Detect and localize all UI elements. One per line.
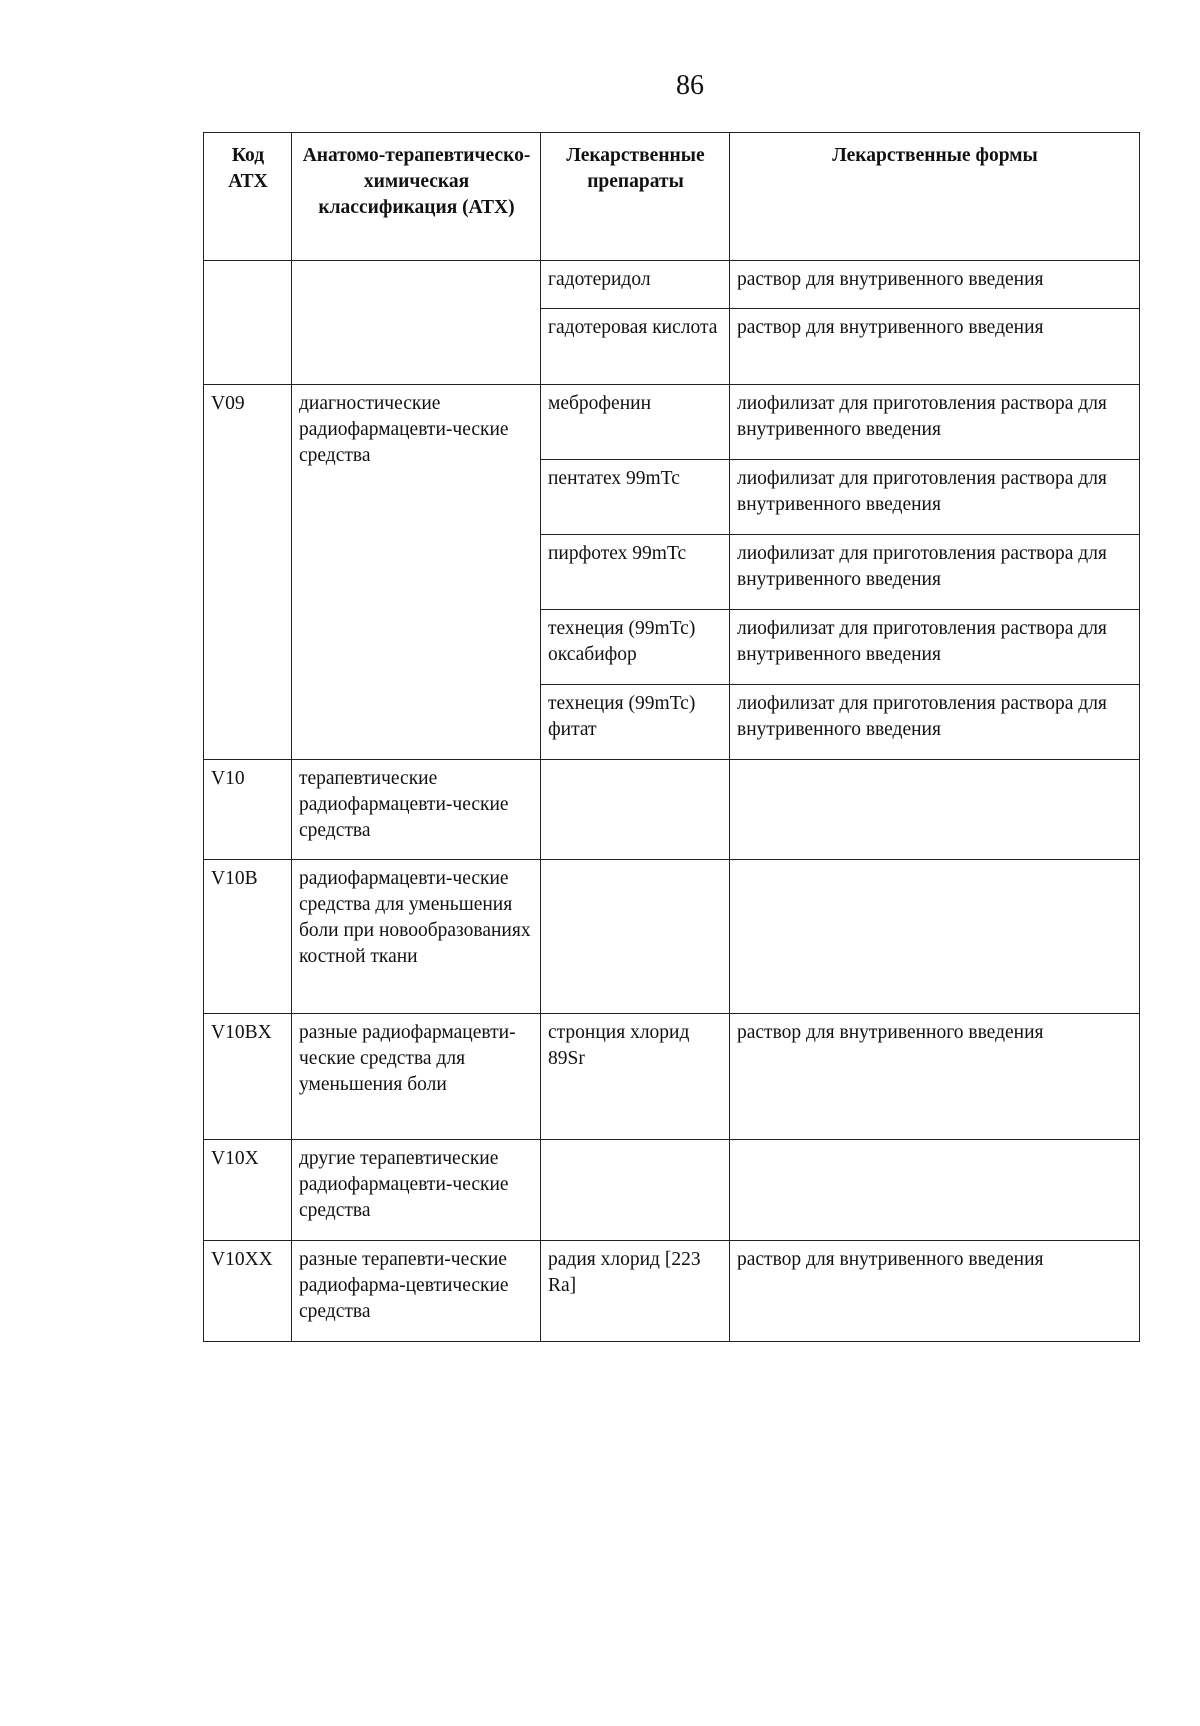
drug-cell: стронция хлорид 89Sr — [541, 1014, 730, 1140]
classification-cell: терапевтические радиофармацевти-ческие средства — [292, 760, 541, 860]
form-cell: лиофилизат для приготовления раствора для внутривенного введения — [730, 460, 1140, 535]
drug-cell: меброфенин — [541, 385, 730, 460]
page-number: 86 — [676, 70, 704, 101]
form-cell: лиофилизат для приготовления раствора для внутривенного введения — [730, 535, 1140, 610]
drug-cell: технеция (99mTc) оксабифор — [541, 610, 730, 685]
drug-cell — [541, 1140, 730, 1241]
drug-cell: гадотеровая кислота — [541, 309, 730, 385]
drug-cell: пирфотех 99mTc — [541, 535, 730, 610]
table-row — [204, 261, 1140, 309]
drug-cell: радия хлорид [223 Ra] — [541, 1241, 730, 1342]
classification-cell-empty — [292, 261, 541, 385]
code-cell-empty — [204, 261, 292, 385]
code-cell: V10B — [204, 860, 292, 1014]
form-cell: лиофилизат для приготовления раствора для внутривенного введения — [730, 685, 1140, 760]
drug-cell: гадотеридол — [541, 261, 730, 309]
form-cell: раствор для внутривенного введения — [730, 1014, 1140, 1140]
header-drugs: Лекарственные препараты — [541, 133, 730, 261]
table-row — [204, 860, 1140, 1014]
table-row — [204, 1140, 1140, 1241]
header-forms: Лекарственные формы — [730, 133, 1140, 261]
atx-table — [203, 132, 1140, 1342]
form-cell: лиофилизат для приготовления раствора для внутривенного введения — [730, 610, 1140, 685]
drug-cell: технеция (99mTc) фитат — [541, 685, 730, 760]
form-cell: раствор для внутривенного введения — [730, 309, 1140, 385]
table-row — [204, 1014, 1140, 1140]
classification-cell: разные радиофармацевти-ческие средства для уменьшения боли — [292, 1014, 541, 1140]
code-cell: V10BX — [204, 1014, 292, 1140]
table-row — [204, 760, 1140, 860]
table-header-row — [204, 133, 1140, 261]
code-cell: V10XX — [204, 1241, 292, 1342]
drug-cell — [541, 860, 730, 1014]
code-cell: V10X — [204, 1140, 292, 1241]
drug-cell: пентатех 99mTc — [541, 460, 730, 535]
table-row — [204, 1241, 1140, 1342]
form-cell: раствор для внутривенного введения — [730, 261, 1140, 309]
code-cell: V10 — [204, 760, 292, 860]
drug-cell — [541, 760, 730, 860]
form-cell: раствор для внутривенного введения — [730, 1241, 1140, 1342]
header-classification: Анатомо-терапевтическо-химическая классификация (АТХ) — [292, 133, 541, 261]
code-cell: V09 — [204, 385, 292, 760]
header-code: Код АТХ — [204, 133, 292, 261]
classification-cell: радиофармацевти-ческие средства для уменьшения боли при новообразованиях костной ткани — [292, 860, 541, 1014]
classification-cell: диагностические радиофармацевти-ческие средства — [292, 385, 541, 760]
form-cell — [730, 1140, 1140, 1241]
classification-cell: разные терапевти-ческие радиофарма-цевтические средства — [292, 1241, 541, 1342]
form-cell: лиофилизат для приготовления раствора для внутривенного введения — [730, 385, 1140, 460]
form-cell — [730, 760, 1140, 860]
form-cell — [730, 860, 1140, 1014]
table-row — [204, 385, 1140, 460]
classification-cell: другие терапевтические радиофармацевти-ческие средства — [292, 1140, 541, 1241]
